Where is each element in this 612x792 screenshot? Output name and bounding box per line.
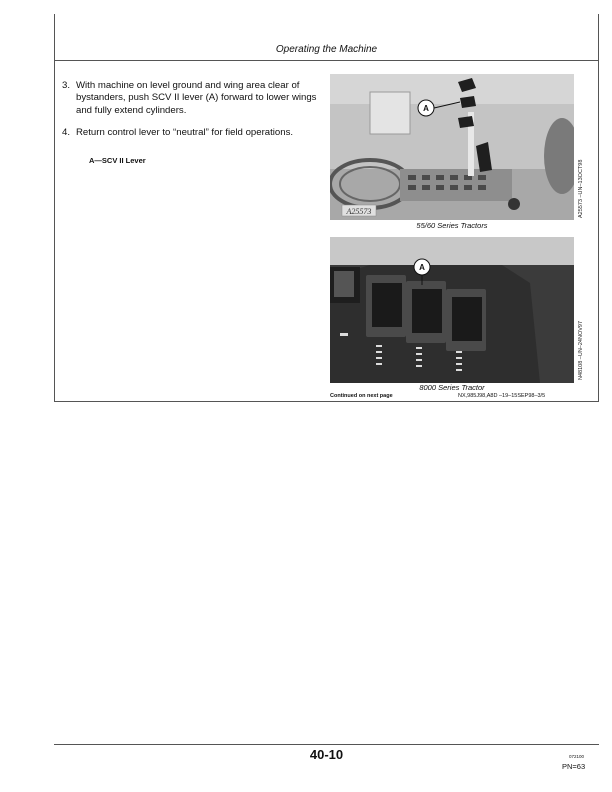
step-item (62, 80, 324, 117)
footer-pn: PN=63 (562, 762, 586, 771)
step-number: 4. (62, 127, 71, 139)
footer-date-code: 072100 (569, 754, 585, 759)
figure-2-marker: A (419, 263, 425, 272)
continued-note: Continued on next page (330, 393, 393, 399)
figure-2-side-code: N48108 –UN–24NOV97 (578, 320, 584, 380)
step-text: With machine on level ground and wing area clear of bystanders, push SCV II lever (A) forward to lower wings and fully extend cylinders. (76, 80, 317, 116)
document-code: NX,985J98,A8D –19–15SEP98–3/5 (458, 393, 546, 399)
header-title: Operating the Machine (275, 44, 378, 55)
photo-8000-series (330, 237, 574, 383)
figure-2-caption: 8000 Series Tractor (419, 383, 485, 392)
frame-right-border (598, 14, 599, 402)
header-rule (54, 60, 599, 61)
frame-bottom-border (54, 401, 599, 402)
figure-1-caption: 55/60 Series Tractors (416, 221, 488, 230)
step-number: 3. (62, 80, 71, 91)
steps-list (62, 80, 324, 150)
figure-1-side-code: A25573 –UN–13OCT98 (578, 159, 584, 218)
step-text: Return control lever to “neutral” for field operations. (76, 127, 294, 139)
step-item (62, 127, 324, 139)
frame-left-border (54, 14, 55, 402)
page-number: 40-10 (309, 747, 344, 762)
callout-label: A—SCV II Lever (89, 156, 146, 165)
figure-1-id-stamp: A25573 (346, 207, 372, 216)
photo-55-60-series (330, 74, 574, 220)
figure-1-marker: A (423, 104, 429, 113)
footer-rule (54, 744, 599, 745)
